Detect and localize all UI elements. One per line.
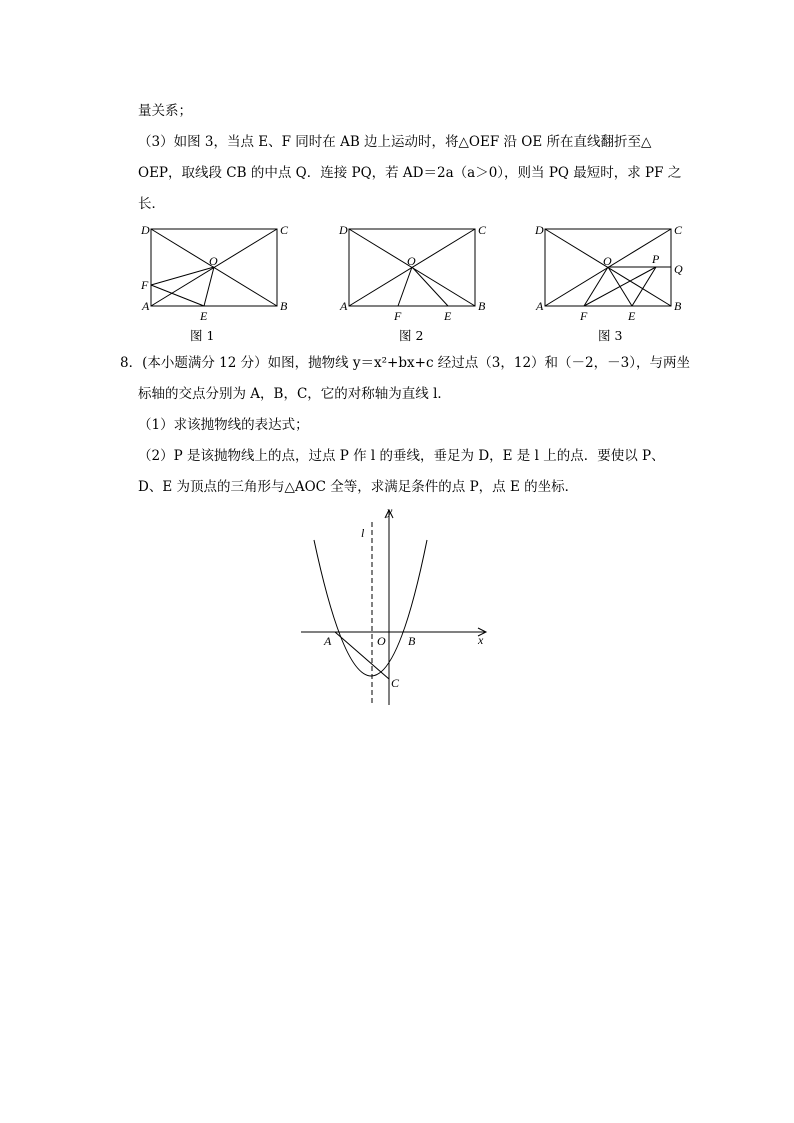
fig2-label-C: C bbox=[478, 223, 487, 237]
parabola-label-B: B bbox=[408, 634, 416, 648]
fig1-label-B: B bbox=[280, 299, 288, 313]
text-line-2 bbox=[138, 133, 651, 151]
fig2-label-O: O bbox=[407, 254, 416, 268]
parabola-label-C: C bbox=[391, 676, 400, 690]
fig3-label-B: B bbox=[674, 299, 682, 313]
q8-line-1: 8．(本小题满分 12 分）如图，抛物线 y＝x²+bx+c 经过点（3，12）和（－2，－3），与两坐 bbox=[120, 355, 690, 371]
fig3-label-P: P bbox=[652, 252, 660, 266]
fig1-caption: 图 1 bbox=[190, 328, 215, 343]
fig2-label-B: B bbox=[478, 299, 486, 313]
parabola-figure bbox=[298, 502, 498, 707]
fig2-label-D: D bbox=[339, 223, 348, 237]
q8-line-4: （2）P 是该抛物线上的点，过点 P 作 l 的垂线，垂足为 D，E 是 l 上的点．要使以 P、 bbox=[138, 448, 665, 464]
fig1-label-A: A bbox=[142, 299, 150, 313]
parabola-label-O: O bbox=[377, 634, 386, 648]
figure-2 bbox=[336, 220, 506, 345]
fig1-label-E: E bbox=[200, 309, 208, 323]
text-line-1: 量关系； bbox=[138, 103, 192, 119]
fig3-label-E: E bbox=[628, 309, 636, 323]
parabola-label-x: x bbox=[478, 633, 484, 647]
fig1-label-O: O bbox=[209, 254, 218, 268]
fig3-label-A: A bbox=[536, 299, 544, 313]
part-3-text-cont: OEP，取线段 CB 的中点 Q．连接 PQ，若 AD＝2a（a＞0），则当 PQ 最短时，求 PF 之 bbox=[138, 165, 682, 181]
figure-3 bbox=[532, 220, 702, 345]
q8-line-3: （1）求该抛物线的表达式； bbox=[138, 417, 309, 433]
fig3-label-O: O bbox=[603, 254, 612, 268]
fig2-label-A: A bbox=[340, 299, 348, 313]
fig1-label-F: F bbox=[141, 278, 149, 292]
parabola-label-l: l bbox=[361, 526, 365, 540]
fig1-label-C: C bbox=[280, 223, 289, 237]
fig3-label-Q: Q bbox=[674, 262, 683, 276]
fig3-label-F: F bbox=[580, 309, 588, 323]
q8-line-5: D、E 为顶点的三角形与△AOC 全等，求满足条件的点 P，点 E 的坐标． bbox=[138, 479, 579, 495]
fig2-label-E: E bbox=[444, 309, 452, 323]
figure-1 bbox=[138, 220, 308, 345]
text-line-4: 长． bbox=[138, 196, 165, 212]
fig1-label-D: D bbox=[141, 223, 150, 237]
part-3-text: （3）如图 3，当点 E、F 同时在 AB 边上运动时，将△OEF 沿 OE 所在直线翻折至△ bbox=[138, 134, 652, 150]
fig3-label-C: C bbox=[674, 223, 683, 237]
parabola-label-y: y bbox=[387, 504, 393, 518]
q8-line-2: 标轴的交点分别为 A，B，C，它的对称轴为直线 l． bbox=[138, 386, 451, 402]
fig2-caption: 图 2 bbox=[399, 328, 424, 343]
fig3-caption: 图 3 bbox=[598, 328, 623, 343]
parabola-label-A: A bbox=[324, 634, 332, 648]
fig3-label-D: D bbox=[535, 223, 544, 237]
text-line-3 bbox=[138, 164, 681, 182]
fig2-label-F: F bbox=[394, 309, 402, 323]
